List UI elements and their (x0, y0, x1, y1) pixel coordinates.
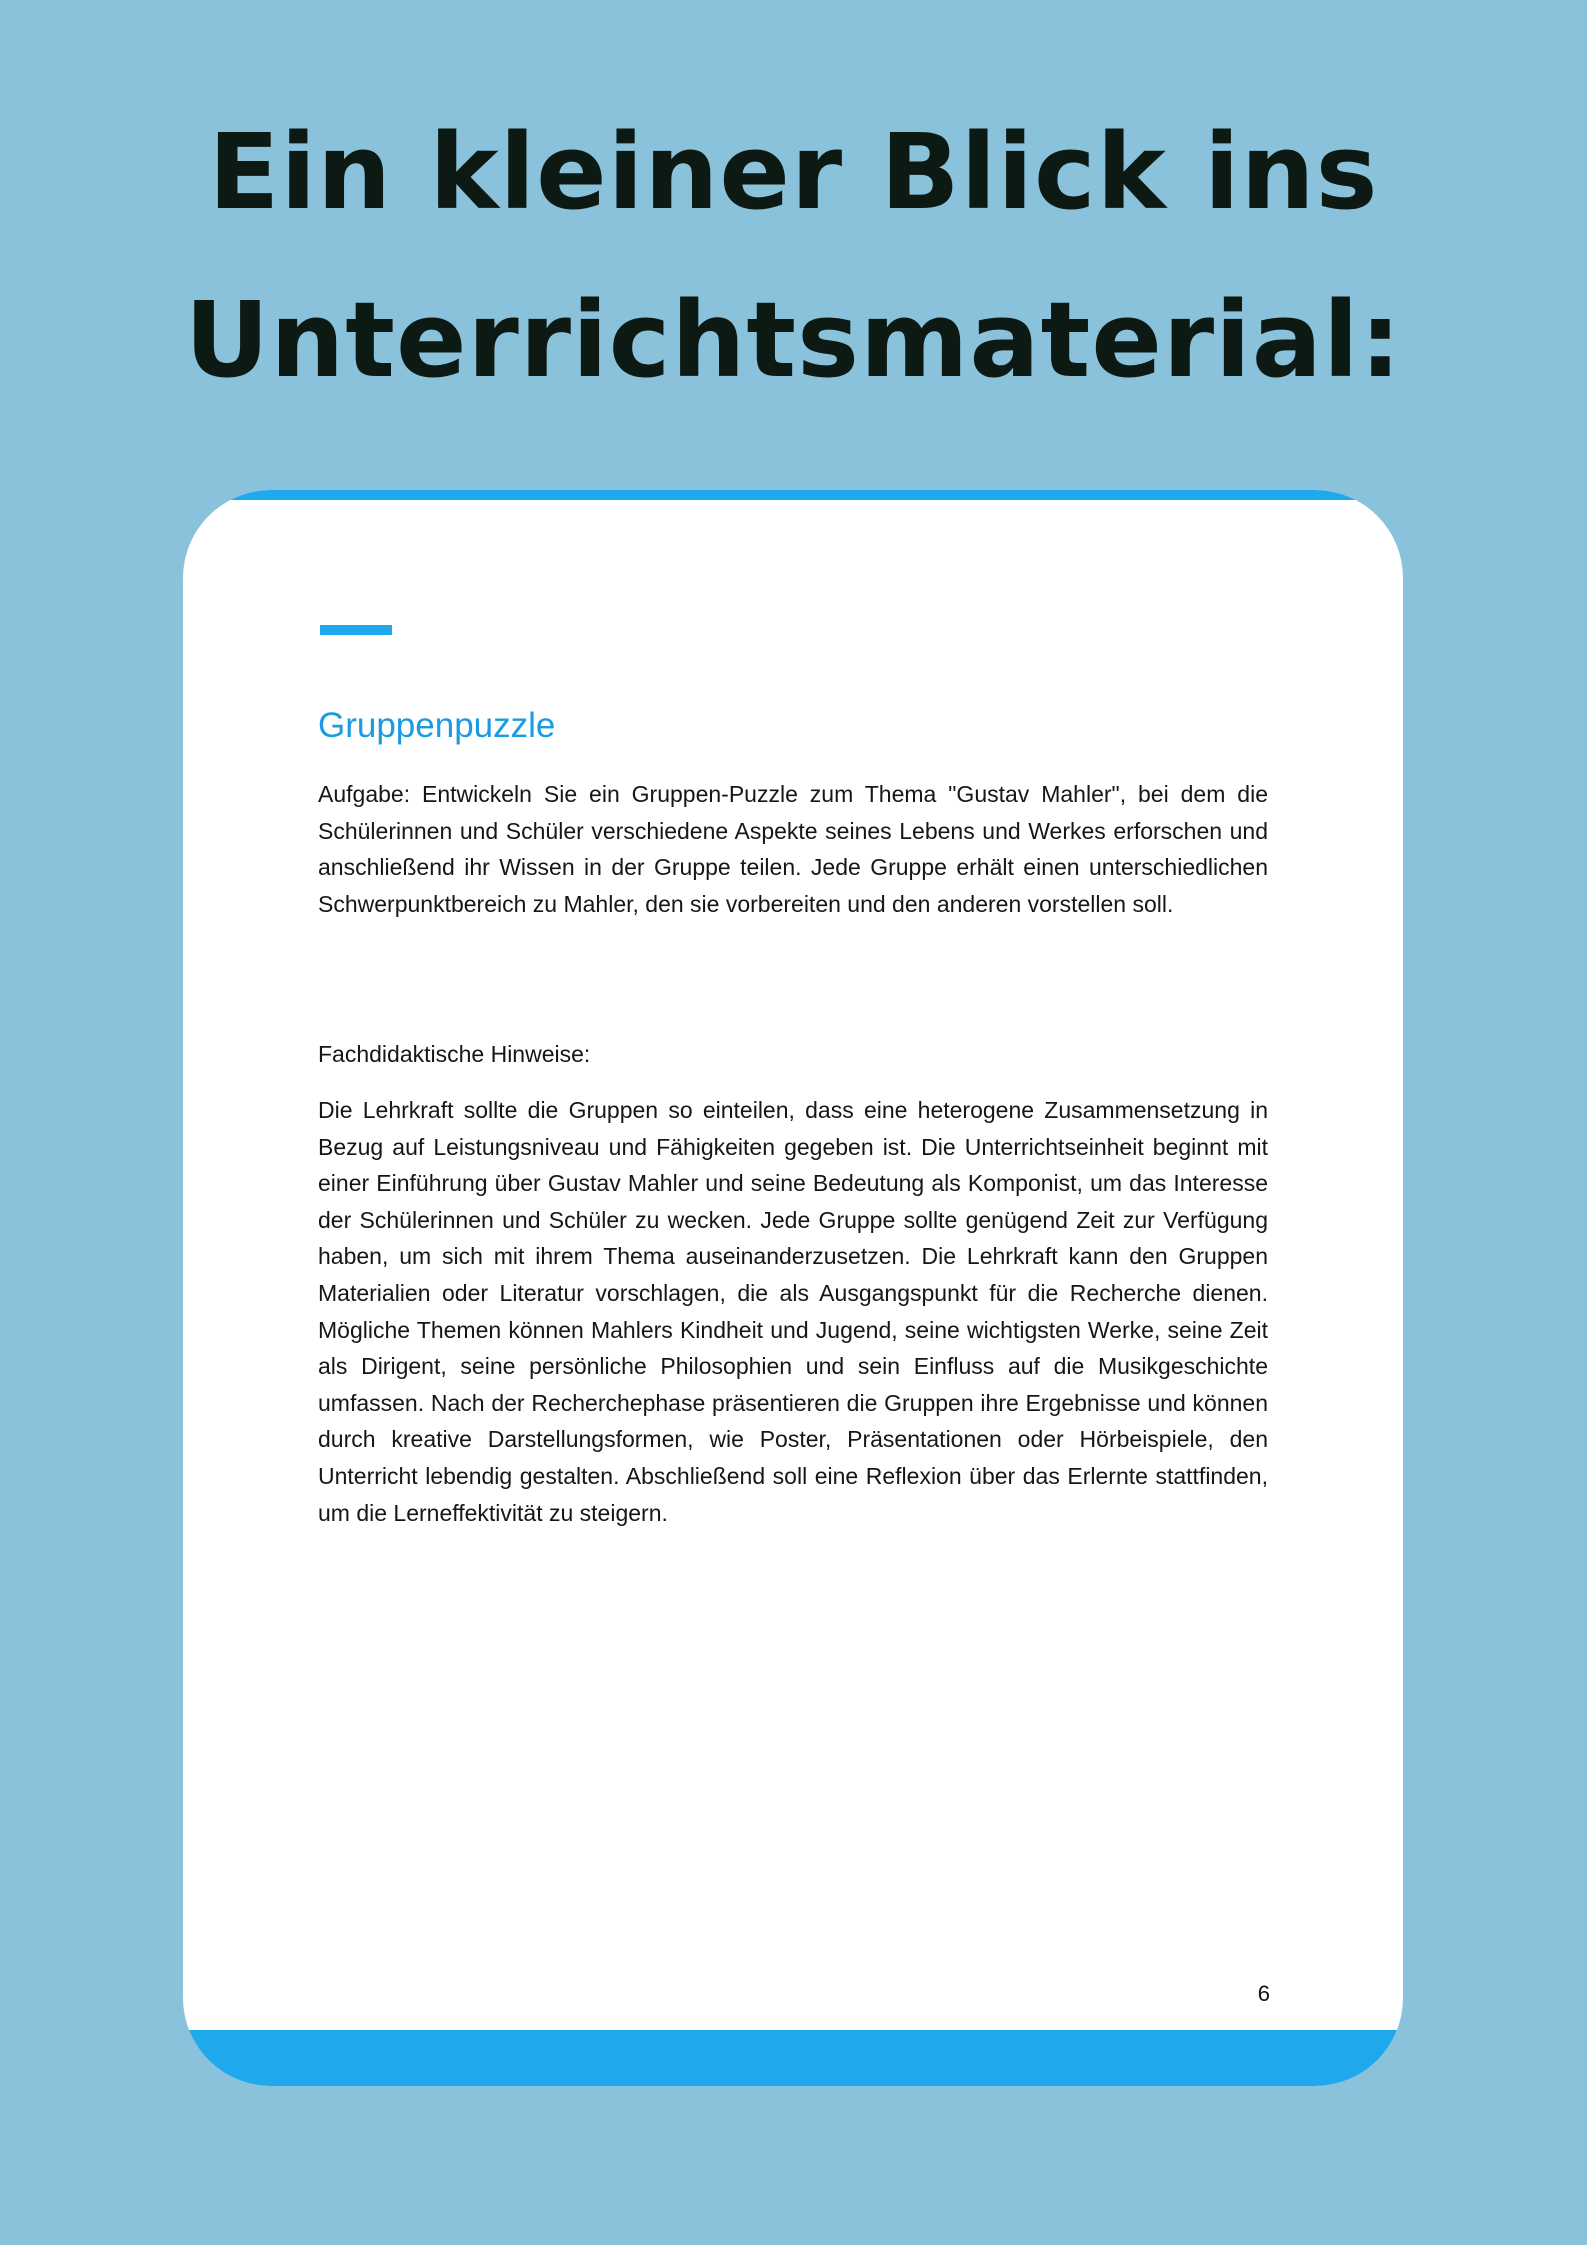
hints-label: Fachdidaktische Hinweise: (318, 1041, 591, 1067)
accent-dash (320, 625, 392, 635)
card-bottom-accent-bar (183, 2030, 1403, 2086)
page-title-line-1: Ein kleiner Blick ins (208, 111, 1379, 233)
page-title (0, 88, 1587, 424)
page-title-line-2: Unterrichtsmaterial: (184, 279, 1403, 401)
section-heading: Gruppenpuzzle (318, 706, 556, 745)
task-paragraph: Aufgabe: Entwickeln Sie ein Gruppen-Puzzle zum Thema "Gustav Mahler", bei dem die Schülerinnen und Schüler verschiedene Aspekte seines Lebens und Werkes erforschen und anschließend ihr Wissen in der Gruppe teilen. Jede Gruppe erhält einen unterschiedlichen Schwerpunktbereich zu Mahler, den sie vorbereiten und den anderen vorstellen soll. (318, 781, 1268, 917)
card-top-accent-bar (183, 490, 1403, 500)
hints-paragraph: Die Lehrkraft sollte die Gruppen so einteilen, dass eine heterogene Zusammensetzung in Bezug auf Leistungsniveau und Fähigkeiten gegeben ist. Die Unterrichtseinheit beginnt mit einer Einführung über Gustav Mahler und seine Bedeutung als Komponist, um das Interesse der Schülerinnen und Schüler zu wecken. Jede Gruppe sollte genügend Zeit zur Verfügung haben, um sich mit ihrem Thema auseinanderzusetzen. Die Lehrkraft kann den Gruppen Materialien oder Literatur vorschlagen, die als Ausgangspunkt für die Recherche dienen. Mögliche Themen können Mahlers Kindheit und Jugend, seine wichtigsten Werke, seine Zeit als Dirigent, seine persönliche Philosophien und sein Einfluss auf die Musikgeschichte umfassen. Nach der Recherchephase präsentieren die Gruppen ihre Ergebnisse und können durch kreative Darstellungsformen, wie Poster, Präsentationen oder Hörbeispiele, den Unterricht lebendig gestalten. Abschließend soll eine Reflexion über das Erlernte stattfinden, um die Lerneffektivität zu steigern. (318, 1097, 1268, 1526)
page-number: 6 (1257, 1981, 1270, 2006)
content-card (183, 490, 1403, 2086)
